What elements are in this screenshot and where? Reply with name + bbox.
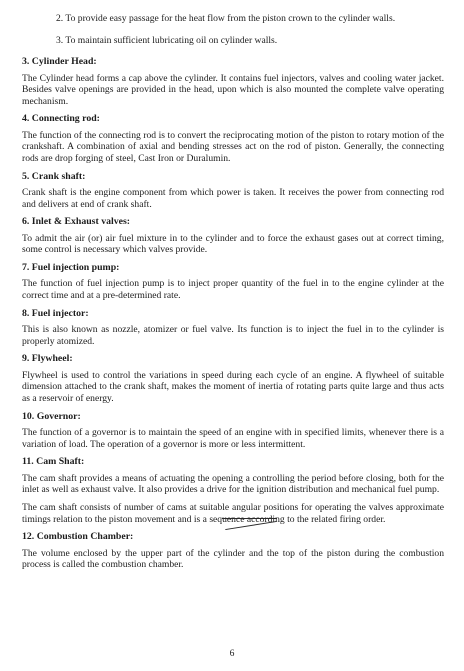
section-heading: 6. Inlet & Exhaust valves:: [22, 216, 131, 228]
section-paragraph: The volume enclosed by the upper part of the cylinder and the top of the piston during the combustion process is called the combustion chamber.: [22, 547, 444, 571]
list-item: 2. To provide easy passage for the heat flow from the piston crown to the cylinder walls.: [56, 13, 396, 24]
section-heading: 7. Fuel injection pump:: [22, 261, 120, 273]
page-number: 6: [229, 648, 235, 659]
section-fuel-injection-pump: [22, 262, 444, 302]
section-heading: 11. Cam Shaft:: [22, 456, 85, 468]
section-crank-shaft: [22, 171, 444, 211]
section-heading: 5. Crank shaft:: [22, 170, 86, 182]
section-paragraph: To admit the air (or) air fuel mixture in to the cylinder and to force the exhaust gases out at correct timing, some control is necessary which valves provide.: [22, 232, 444, 256]
section-paragraph: Flywheel is used to control the variations in speed during each cycle of an engine. A flywheel of suitable dimension attached to the crank shaft, makes the moment of inertia of rotating parts quite large and thus acts as a reservoir of energy.: [22, 369, 444, 404]
section-heading: 3. Cylinder Head:: [22, 56, 97, 67]
list-item: 3. To maintain sufficient lubricating oil on cylinder walls.: [56, 34, 278, 46]
section-fuel-injector: [22, 308, 444, 348]
section-paragraph: The function of the connecting rod is to convert the reciprocating motion of the piston to rotary motion of the crankshaft. A combination of axial and bending stresses act on the rod of piston. Generally, the connecting rods are drop forging of steel, Cast Iron or Duralumin.: [22, 129, 444, 164]
section-heading: 9. Flywheel:: [22, 353, 73, 365]
section-heading: 10. Governor:: [22, 410, 81, 422]
section-cylinder-head: [22, 56, 444, 107]
section-paragraph: This is also known as nozzle, atomizer or fuel valve. Its function is to inject the fuel in to the cylinder is properly atomized.: [22, 324, 444, 347]
section-paragraph: The function of fuel injection pump is to inject proper quantity of the fuel in to the engine cylinder at the correct time and at a pre-determined rate.: [22, 278, 444, 302]
section-inlet-exhaust-valves: [22, 216, 444, 256]
section-paragraph: The Cylinder head forms a cap above the cylinder. It contains fuel injectors, valves and cooling water jacket. Besides valve openings are provided in the head, upon which is also mounted the complete valve operating mechanism.: [22, 72, 444, 107]
section-governor: [22, 411, 444, 451]
handwritten-underline-mark: [222, 518, 277, 519]
section-combustion-chamber: [22, 531, 444, 571]
section-heading: 8. Fuel injector:: [22, 307, 89, 319]
section-heading: 4. Connecting rod:: [22, 113, 100, 125]
section-heading: 12. Combustion Chamber:: [22, 531, 134, 543]
section-paragraph: Crank shaft is the engine component from which power is taken. It receives the power from connecting rod and delivers at end of crank shaft.: [22, 187, 444, 210]
section-flywheel: [22, 353, 444, 404]
section-paragraph: The cam shaft provides a means of actuating the opening a controlling the period before closing, both for the inlet as well as exhaust valve. It also provides a drive for the ignition distribution and mechanical fuel pump.: [22, 472, 444, 496]
section-connecting-rod: [22, 113, 444, 164]
section-cam-shaft: [22, 456, 444, 525]
list-continuation: [22, 13, 444, 47]
section-paragraph: The cam shaft consists of number of cams at suitable angular positions for operating the valves approximate timings relation to the piston movement and is a sequence according to the related firing order.: [22, 501, 444, 525]
section-paragraph: The function of a governor is to maintain the speed of an engine with in specified limits, whenever there is a variation of load. The operation of a governor is more or less intermittent.: [22, 427, 444, 450]
